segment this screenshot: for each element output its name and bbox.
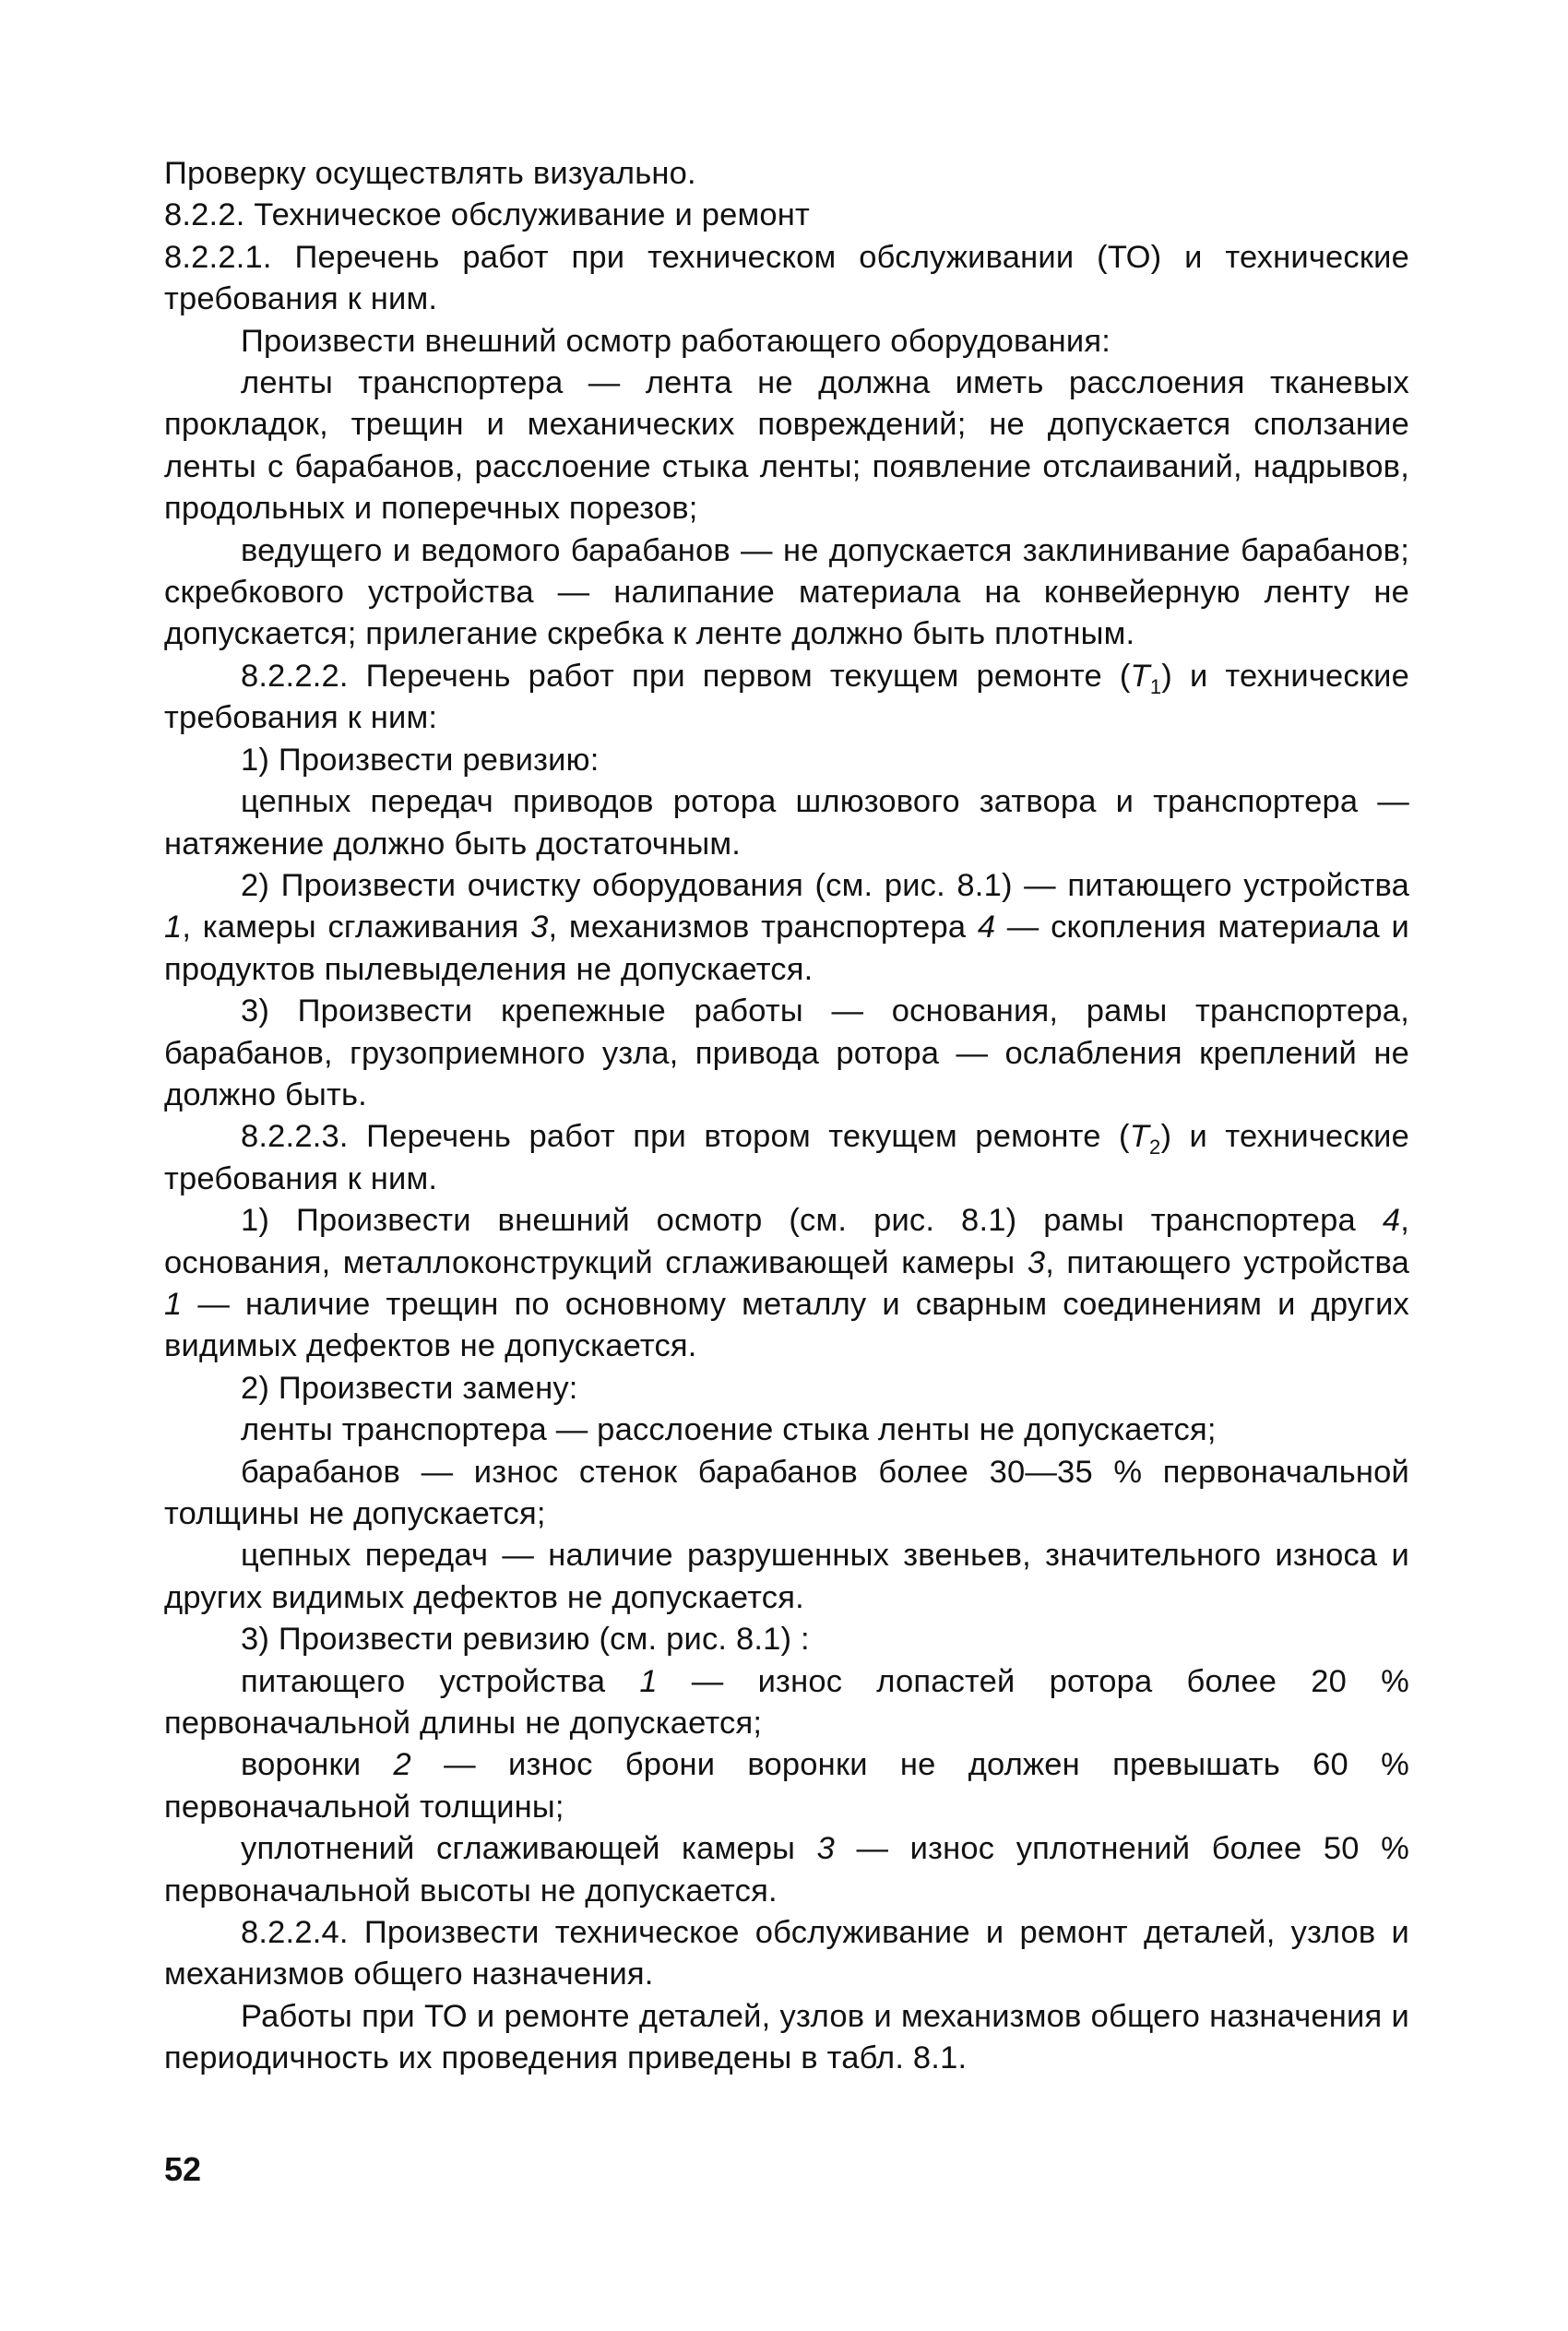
list-item: [164, 1368, 1409, 1409]
text-run: 8.2.2.4. Произвести техническое обслуживание и ремонт деталей, узлов и механизмов общего назначения.: [164, 1915, 1409, 1992]
text-run: Проверку осуществлять визуально.: [164, 156, 696, 191]
paragraph: [164, 1116, 1409, 1200]
list-item: [164, 991, 1409, 1116]
paragraph: [164, 781, 1409, 865]
text-run: , камеры сглаживания: [182, 910, 531, 945]
text-run: 8.2.2.1. Перечень работ при техническом обслуживании (ТО) и технические требования к ним.: [164, 239, 1409, 317]
italic-text: T: [1129, 1119, 1150, 1155]
paragraph: [164, 363, 1409, 530]
italic-text: T: [1130, 658, 1150, 694]
text-run: 8.2.2. Техническое обслуживание и ремонт: [164, 197, 811, 233]
paragraph: [164, 1661, 1409, 1745]
paragraph: [164, 1744, 1409, 1828]
text-run: ) и технические требования к ним:: [164, 658, 1410, 736]
list-item: [164, 740, 1409, 781]
paragraph: [164, 153, 1409, 195]
italic-text: 4: [977, 910, 996, 945]
italic-text: 3: [816, 1831, 836, 1867]
text-run: 1) Произвести внешний осмотр (см. рис. 8.1) рамы транспортера: [241, 1203, 1383, 1239]
italic-text: 1: [164, 1286, 183, 1322]
text-run: цепных передач приводов ротора шлюзового затвора и транспортера — натяжение должно быть достаточным.: [164, 784, 1409, 862]
text-run: 1) Произвести ревизию:: [241, 742, 600, 778]
subscript: 2: [1149, 1136, 1161, 1160]
text-run: ленты транспортера — расслоение стыка ленты не допускается;: [241, 1412, 1217, 1448]
text-run: — скопления материала и продуктов пылевыделения не допускается.: [164, 910, 1409, 987]
italic-text: 2: [393, 1747, 411, 1783]
italic-text: 3: [1027, 1244, 1046, 1280]
text-run: , механизмов транспортера: [548, 910, 978, 945]
paragraph: [164, 656, 1409, 740]
paragraph: [164, 1828, 1409, 1912]
text-run: 3) Произвести крепежные работы — основания, рамы транспортера, барабанов, грузоприемного узла, привода ротора — ослабления креплений не должно быть.: [164, 993, 1409, 1112]
list-item: [164, 1619, 1409, 1660]
text-run: 8.2.2.3. Перечень работ при втором текущем ремонте (: [241, 1119, 1130, 1155]
text-run: уплотнений сглаживающей камеры: [241, 1831, 817, 1867]
list-item: [164, 865, 1409, 991]
subscript: 1: [1149, 674, 1162, 698]
text-run: 2) Произвести замену:: [241, 1370, 578, 1406]
text-run: — наличие трещин по основному металлу и сварным соединениям и других видимых дефектов не допускается.: [164, 1286, 1409, 1364]
text-run: , питающего устройства: [1045, 1244, 1409, 1280]
italic-text: 3: [530, 910, 549, 945]
italic-text: 1: [639, 1663, 658, 1699]
text-run: ленты транспортера — лента не должна иметь расслоения тканевых прокладок, трещин и механических повреждений; не допускается сползание ленты с барабанов, расслоение стыка ленты; появление отслаиваний, надрывов, продольных и поперечных порезов;: [164, 365, 1409, 527]
paragraph: [164, 1996, 1409, 2080]
list-item: [164, 1200, 1409, 1368]
text-run: Произвести внешний осмотр работающего оборудования:: [241, 323, 1111, 359]
paragraph: [164, 1409, 1409, 1451]
text-run: барабанов — износ стенок барабанов более 30—35 % первоначальной толщины не допускается;: [164, 1454, 1409, 1531]
italic-text: 1: [164, 910, 183, 945]
text-run: 3) Произвести ревизию (см. рис. 8.1) :: [241, 1622, 810, 1658]
text-run: , основания, металлоконструкций сглаживающей камеры: [164, 1203, 1409, 1280]
text-run: питающего устройства: [241, 1663, 640, 1699]
text-run: цепных передач — наличие разрушенных звеньев, значительного износа и других видимых дефектов не допускается.: [164, 1538, 1409, 1615]
text-run: — износ брони воронки не должен превышать 60 % первоначальной толщины;: [164, 1747, 1409, 1825]
text-run: — износ лопастей ротора более 20 % первоначальной длины не допускается;: [164, 1663, 1409, 1742]
page-body: [164, 153, 1409, 2080]
page-number: 52: [164, 2150, 202, 2188]
paragraph: [164, 530, 1409, 656]
text-run: воронки: [241, 1747, 394, 1783]
italic-text: 4: [1382, 1203, 1401, 1239]
paragraph: [164, 321, 1409, 363]
text-run: — износ уплотнений более 50 % первоначальной высоты не допускается.: [164, 1831, 1409, 1909]
paragraph: [164, 1535, 1409, 1619]
section-heading: [164, 195, 1409, 236]
text-run: 8.2.2.2. Перечень работ при первом текущем ремонте (: [241, 658, 1131, 694]
paragraph: [164, 1452, 1409, 1536]
paragraph: [164, 237, 1409, 321]
text-run: ) и технические требования к ним.: [164, 1119, 1409, 1196]
text-run: Работы при ТО и ремонте деталей, узлов и механизмов общего назначения и периодичность их проведения приведены в табл. 8.1.: [164, 1998, 1409, 2076]
paragraph: [164, 1912, 1409, 1996]
text-run: 2) Произвести очистку оборудования (см. рис. 8.1) — питающего устройства: [241, 867, 1409, 903]
text-run: ведущего и ведомого барабанов — не допускается заклинивание барабанов; скребкового устройства — налипание материала на конвейерную ленту не допускается; прилегание скребка к ленте должно быть плотным.: [164, 532, 1409, 652]
